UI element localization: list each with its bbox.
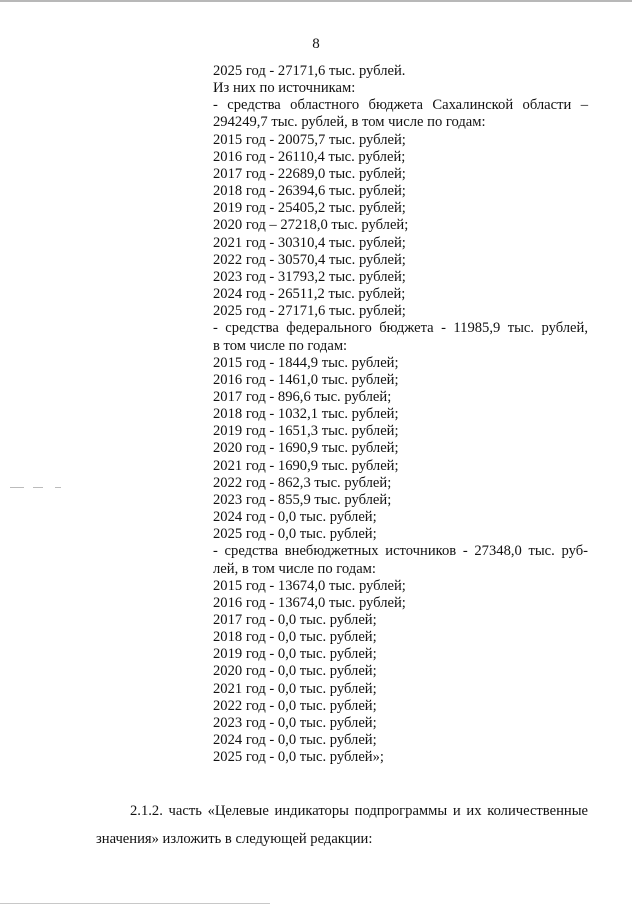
text-line: 2015 год - 13674,0 тыс. рублей; — [213, 577, 406, 594]
text-line: 2025 год - 0,0 тыс. рублей»; — [213, 749, 384, 766]
text-line: 2021 год - 0,0 тыс. рублей; — [213, 680, 377, 697]
text-line: 2015 год - 20075,7 тыс. рублей; — [213, 131, 406, 148]
text-line: в том числе по годам: — [213, 337, 348, 354]
text-line: лей, в том числе по годам: — [213, 560, 376, 577]
text-line: 2024 год - 0,0 тыс. рублей; — [213, 732, 377, 749]
text-line: 2023 год - 855,9 тыс. рублей; — [213, 491, 392, 508]
text-line: 2016 год - 1461,0 тыс. рублей; — [213, 371, 399, 388]
paragraph-second-line: значения» изложить в следующей редакции: — [96, 831, 373, 847]
text-line: 2019 год - 0,0 тыс. рублей; — [213, 646, 377, 663]
text-line: 2017 год - 896,6 тыс. рублей; — [213, 388, 392, 405]
text-line: 2017 год - 22689,0 тыс. рублей; — [213, 165, 406, 182]
text-line: 2021 год - 1690,9 тыс. рублей; — [213, 457, 399, 474]
text-line: 2024 год - 26511,2 тыс. рублей; — [213, 286, 406, 303]
text-line: 2022 год - 862,3 тыс. рублей; — [213, 474, 392, 491]
text-line: 2025 год - 27171,6 тыс. рублей; — [213, 303, 406, 320]
scan-speck — [33, 487, 43, 488]
text-line: 2019 год - 25405,2 тыс. рублей; — [213, 200, 406, 217]
text-line: 2020 год - 0,0 тыс. рублей; — [213, 663, 377, 680]
text-line: 2019 год - 1651,3 тыс. рублей; — [213, 423, 399, 440]
text-line: 2020 год - 1690,9 тыс. рублей; — [213, 440, 399, 457]
text-line: - средства внебюджетных источников - 27348,0 тыс. руб- — [213, 543, 588, 560]
page-number: 8 — [312, 36, 320, 52]
text-line: 2023 год - 0,0 тыс. рублей; — [213, 714, 377, 731]
text-line: 2024 год - 0,0 тыс. рублей; — [213, 509, 377, 526]
text-line: - средства федерального бюджета - 11985,9 тыс. рублей, — [213, 320, 588, 337]
text-line: 2018 год - 1032,1 тыс. рублей; — [213, 406, 399, 423]
text-line: 2025 год - 27171,6 тыс. рублей. — [213, 63, 406, 79]
text-line: 2020 год – 27218,0 тыс. рублей; — [213, 217, 409, 234]
text-line: 2017 год - 0,0 тыс. рублей; — [213, 612, 377, 628]
text-line: 2016 год - 13674,0 тыс. рублей; — [213, 594, 406, 611]
text-line: Из них по источникам: — [213, 80, 356, 97]
text-line: 2018 год - 26394,6 тыс. рублей; — [213, 183, 406, 200]
text-line: - средства областного бюджета Сахалинской области – — [213, 97, 588, 114]
text-line: 2025 год - 0,0 тыс. рублей; — [213, 526, 377, 543]
text-line: 2023 год - 31793,2 тыс. рублей; — [213, 268, 406, 285]
text-line: 2016 год - 26110,4 тыс. рублей; — [213, 148, 406, 165]
text-line: 2022 год - 0,0 тыс. рублей; — [213, 697, 377, 714]
section-paragraph — [96, 797, 588, 853]
text-line: 294249,7 тыс. рублей, в том числе по годам: — [213, 114, 486, 131]
scan-speck — [10, 487, 24, 488]
text-line: 2021 год - 30310,4 тыс. рублей; — [213, 234, 406, 251]
paragraph-first-line: 2.1.2. часть «Целевые индикаторы подпрограммы и их количественные — [130, 803, 588, 819]
text-line: 2018 год - 0,0 тыс. рублей; — [213, 629, 377, 646]
bottom-border — [0, 903, 270, 904]
text-line: 2022 год - 30570,4 тыс. рублей; — [213, 251, 406, 268]
text-line: 2015 год - 1844,9 тыс. рублей; — [213, 354, 399, 371]
top-border — [0, 0, 632, 2]
scan-speck — [55, 487, 61, 488]
budget-text-column — [213, 63, 588, 766]
